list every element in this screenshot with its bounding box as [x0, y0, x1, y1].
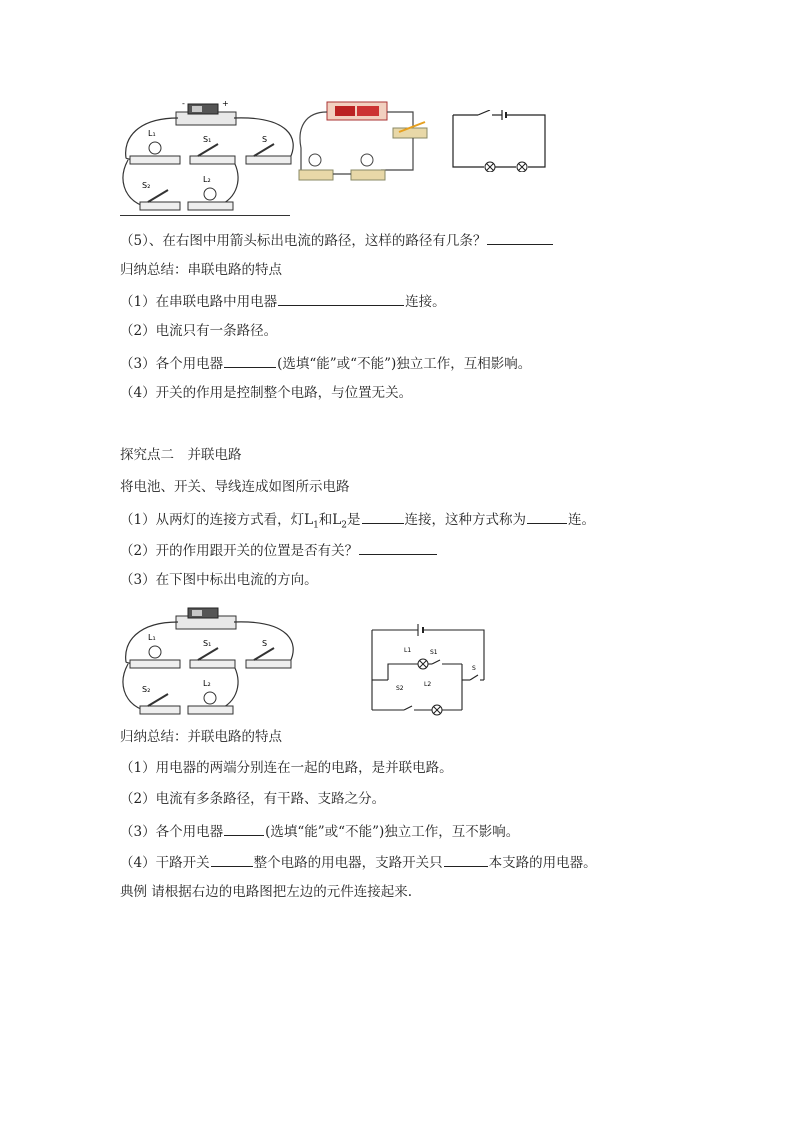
parallel-q1-blank-2[interactable]	[527, 509, 567, 524]
series-circuit-diagram-figure-3	[450, 110, 550, 172]
series-item-3-post: (选填“能”或“不能”)独立工作，互相影响。	[277, 356, 532, 372]
parallel-q1-is: 是	[347, 512, 361, 528]
series-item-3-pre: （3）各个用电器	[120, 356, 224, 372]
svg-text:S₁: S₁	[203, 135, 212, 144]
series-item-1-pre: （1）在串联电路中用电器	[120, 294, 278, 310]
parallel-question-1	[120, 509, 595, 535]
series-item-2: （2）电流只有一条路径。	[120, 323, 278, 339]
svg-text:S₁: S₁	[203, 639, 212, 648]
svg-text:S1: S1	[430, 649, 438, 656]
parallel-item-3	[120, 821, 519, 841]
parallel-q1-post: 连。	[568, 512, 595, 528]
svg-text:L2: L2	[424, 681, 432, 688]
svg-text:L₁: L₁	[148, 633, 156, 642]
parallel-question-2	[120, 540, 438, 560]
lamp-l2-label: L	[332, 512, 342, 528]
svg-text:S2: S2	[396, 685, 404, 692]
parallel-item-2: （2）电流有多条路径，有干路、支路之分。	[120, 791, 386, 807]
question-5-text: （5）、在右图中用箭头标出电流的路径，这样的路径有几条？	[120, 233, 487, 249]
parallel-item-4-mid: 整个电路的用电器，支路开关只	[253, 855, 443, 871]
lamp-l2-subscript: 2	[341, 520, 347, 531]
figure-divider-line	[120, 215, 290, 216]
parallel-circuit-diagram-figure-5	[366, 620, 492, 716]
series-item-4: （4）开关的作用是控制整个电路，与位置无关。	[120, 385, 413, 401]
svg-text:L₂: L₂	[203, 679, 211, 688]
lamp-l1-subscript: 1	[313, 520, 319, 531]
question-5-blank[interactable]	[487, 230, 553, 245]
parallel-item-4-pre: （4）干路开关	[120, 855, 210, 871]
svg-text:S: S	[262, 639, 268, 648]
parallel-q1-and: 和	[318, 512, 333, 528]
svg-text:S₂: S₂	[142, 685, 151, 694]
series-summary-title: 归纳总结：串联电路的特点	[120, 262, 282, 278]
parallel-summary-title: 归纳总结：并联电路的特点	[120, 729, 282, 745]
svg-text:L₂: L₂	[203, 175, 211, 184]
parallel-item-4	[120, 852, 597, 872]
parallel-item-3-pre: （3）各个用电器	[120, 824, 224, 840]
section-2-intro: 将电池、开关、导线连成如图所示电路	[120, 479, 350, 495]
parallel-q1-pre: （1）从两灯的连接方式看，灯	[120, 512, 305, 528]
svg-text:S₂: S₂	[142, 181, 151, 190]
parallel-item-4-blank-2[interactable]	[444, 852, 488, 867]
svg-text:L₁: L₁	[148, 129, 156, 138]
svg-text:S: S	[262, 135, 268, 144]
svg-text:S: S	[472, 665, 476, 672]
parallel-item-3-blank[interactable]	[224, 821, 264, 836]
series-item-1-post: 连接。	[405, 294, 446, 310]
parallel-item-3-post: (选填“能”或“不能”)独立工作，互不影响。	[265, 824, 520, 840]
section-2-title: 探究点二 并联电路	[120, 447, 242, 463]
parallel-q1-blank-1[interactable]	[362, 509, 404, 524]
parallel-physical-circuit-figure-4	[118, 602, 303, 720]
parallel-physical-circuit-figure-1	[118, 98, 303, 216]
parallel-q2-blank[interactable]	[359, 540, 437, 555]
parallel-question-3: （3）在下图中标出电流的方向。	[120, 572, 318, 588]
parallel-item-4-post: 本支路的用电器。	[488, 855, 597, 871]
svg-text:+: +	[222, 99, 229, 108]
series-item-1-blank[interactable]	[278, 291, 404, 306]
lamp-l1-label: L	[304, 512, 314, 528]
parallel-item-1: （1）用电器的两端分别连在一起的电路，是并联电路。	[120, 760, 453, 776]
series-item-1	[120, 291, 446, 311]
parallel-q1-mid: 连接，这种方式称为	[404, 512, 526, 528]
svg-text:L1: L1	[404, 647, 412, 654]
svg-text:-: -	[182, 99, 185, 108]
question-5	[120, 230, 554, 250]
example-prompt: 典例 请根据右边的电路图把左边的元件连接起来.	[120, 884, 413, 900]
series-item-3	[120, 353, 531, 373]
parallel-item-4-blank-1[interactable]	[211, 852, 253, 867]
parallel-q2-text: （2）开的作用跟开关的位置是否有关？	[120, 543, 359, 559]
series-item-3-blank[interactable]	[224, 353, 276, 368]
series-physical-circuit-figure-2	[295, 98, 435, 186]
